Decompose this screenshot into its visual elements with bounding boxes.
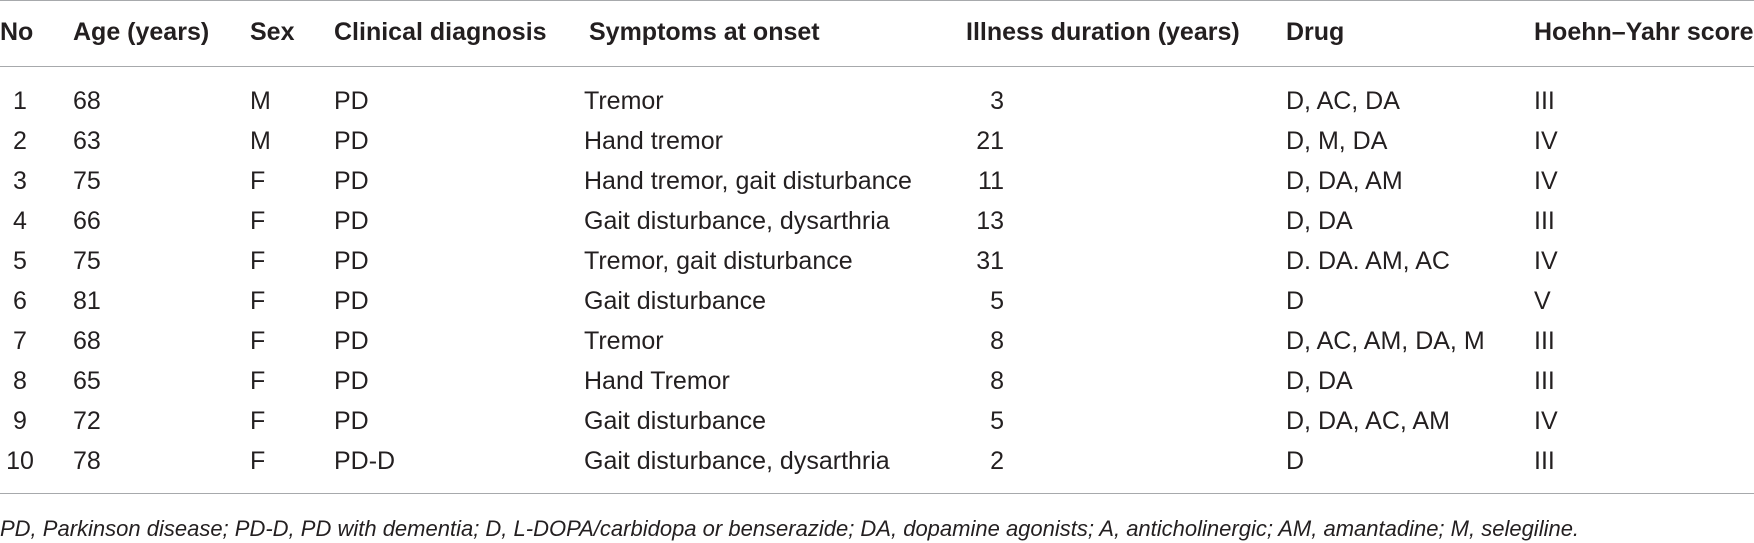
cell-no: 7 <box>13 327 27 355</box>
cell-diagnosis: PD <box>334 327 369 355</box>
cell-drug: D, DA, AC, AM <box>1286 407 1450 435</box>
cell-age: 68 <box>73 87 101 115</box>
cell-hoehn-yahr: IV <box>1534 247 1558 275</box>
cell-drug: D, DA <box>1286 207 1353 235</box>
cell-symptoms: Tremor <box>584 327 664 355</box>
cell-sex: F <box>250 447 266 475</box>
cell-no: 9 <box>13 407 27 435</box>
cell-symptoms: Hand tremor <box>584 127 723 155</box>
cell-diagnosis: PD <box>334 127 369 155</box>
cell-age: 66 <box>73 207 101 235</box>
cell-drug: D, M, DA <box>1286 127 1388 155</box>
table-row <box>0 166 1754 206</box>
cell-no: 8 <box>13 367 27 395</box>
cell-age: 63 <box>73 127 101 155</box>
cell-duration: 5 <box>990 287 1004 315</box>
cell-sex: M <box>250 127 271 155</box>
header-age: Age (years) <box>73 18 210 46</box>
cell-hoehn-yahr: IV <box>1534 127 1558 155</box>
cell-age: 78 <box>73 447 101 475</box>
cell-age: 75 <box>73 167 101 195</box>
cell-duration: 8 <box>990 367 1004 395</box>
cell-hoehn-yahr: IV <box>1534 167 1558 195</box>
cell-no: 2 <box>13 127 27 155</box>
cell-sex: F <box>250 367 266 395</box>
cell-hoehn-yahr: V <box>1534 287 1551 315</box>
cell-hoehn-yahr: IV <box>1534 407 1558 435</box>
table-row <box>0 246 1754 286</box>
cell-duration: 2 <box>990 447 1004 475</box>
cell-hoehn-yahr: III <box>1534 367 1555 395</box>
cell-hoehn-yahr: III <box>1534 447 1555 475</box>
header-diagnosis: Clinical diagnosis <box>334 18 547 46</box>
cell-duration: 3 <box>990 87 1004 115</box>
header-symptoms: Symptoms at onset <box>589 18 820 46</box>
cell-age: 72 <box>73 407 101 435</box>
cell-age: 68 <box>73 327 101 355</box>
cell-sex: F <box>250 247 266 275</box>
table-row <box>0 446 1754 486</box>
cell-hoehn-yahr: III <box>1534 207 1555 235</box>
cell-duration: 5 <box>990 407 1004 435</box>
cell-sex: F <box>250 287 266 315</box>
table-row <box>0 86 1754 126</box>
cell-symptoms: Hand Tremor <box>584 367 730 395</box>
table-row <box>0 406 1754 446</box>
cell-diagnosis: PD <box>334 167 369 195</box>
cell-symptoms: Tremor, gait disturbance <box>584 247 853 275</box>
cell-symptoms: Hand tremor, gait disturbance <box>584 167 912 195</box>
cell-no: 10 <box>6 447 34 475</box>
cell-drug: D, AC, AM, DA, M <box>1286 327 1485 355</box>
cell-diagnosis: PD-D <box>334 447 396 475</box>
cell-sex: F <box>250 327 266 355</box>
header-no: No <box>0 18 34 46</box>
cell-diagnosis: PD <box>334 87 369 115</box>
cell-hoehn-yahr: III <box>1534 327 1555 355</box>
table-footnote: PD, Parkinson disease; PD-D, PD with dementia; D, L-DOPA/carbidopa or benserazide; DA, dopamine agonists; A, anticholinergic; AM, amantadine; M, selegiline. <box>0 516 1580 541</box>
cell-symptoms: Tremor <box>584 87 664 115</box>
table-top-rule <box>0 0 1754 1</box>
cell-diagnosis: PD <box>334 287 369 315</box>
cell-no: 5 <box>13 247 27 275</box>
header-duration: Illness duration (years) <box>966 18 1240 46</box>
cell-drug: D, DA <box>1286 367 1353 395</box>
cell-duration: 11 <box>978 167 1004 195</box>
cell-duration: 13 <box>976 207 1004 235</box>
cell-sex: F <box>250 407 266 435</box>
cell-no: 3 <box>13 167 27 195</box>
table-row <box>0 206 1754 246</box>
cell-diagnosis: PD <box>334 407 369 435</box>
cell-diagnosis: PD <box>334 207 369 235</box>
cell-drug: D, AC, DA <box>1286 87 1400 115</box>
cell-age: 81 <box>73 287 101 315</box>
cell-duration: 21 <box>976 127 1004 155</box>
cell-sex: F <box>250 167 266 195</box>
cell-drug: D. DA. AM, AC <box>1286 247 1450 275</box>
header-drug: Drug <box>1286 18 1345 46</box>
cell-duration: 31 <box>976 247 1004 275</box>
table-row <box>0 286 1754 326</box>
cell-sex: M <box>250 87 271 115</box>
cell-symptoms: Gait disturbance <box>584 287 767 315</box>
header-hoehn-yahr: Hoehn–Yahr score <box>1534 18 1754 46</box>
cell-drug: D <box>1286 447 1305 475</box>
table-row <box>0 126 1754 166</box>
cell-hoehn-yahr: III <box>1534 87 1555 115</box>
cell-diagnosis: PD <box>334 367 369 395</box>
cell-no: 4 <box>13 207 27 235</box>
cell-diagnosis: PD <box>334 247 369 275</box>
table-header-rule <box>0 66 1754 67</box>
cell-duration: 8 <box>990 327 1004 355</box>
cell-drug: D <box>1286 287 1305 315</box>
table-row <box>0 326 1754 366</box>
cell-symptoms: Gait disturbance, dysarthria <box>584 207 890 235</box>
cell-age: 75 <box>73 247 101 275</box>
cell-no: 1 <box>13 87 27 115</box>
cell-age: 65 <box>73 367 101 395</box>
cell-symptoms: Gait disturbance <box>584 407 767 435</box>
cell-sex: F <box>250 207 266 235</box>
table-row <box>0 366 1754 406</box>
cell-no: 6 <box>13 287 27 315</box>
cell-drug: D, DA, AM <box>1286 167 1403 195</box>
table-bottom-rule <box>0 493 1754 494</box>
header-sex: Sex <box>250 18 295 46</box>
cell-symptoms: Gait disturbance, dysarthria <box>584 447 890 475</box>
